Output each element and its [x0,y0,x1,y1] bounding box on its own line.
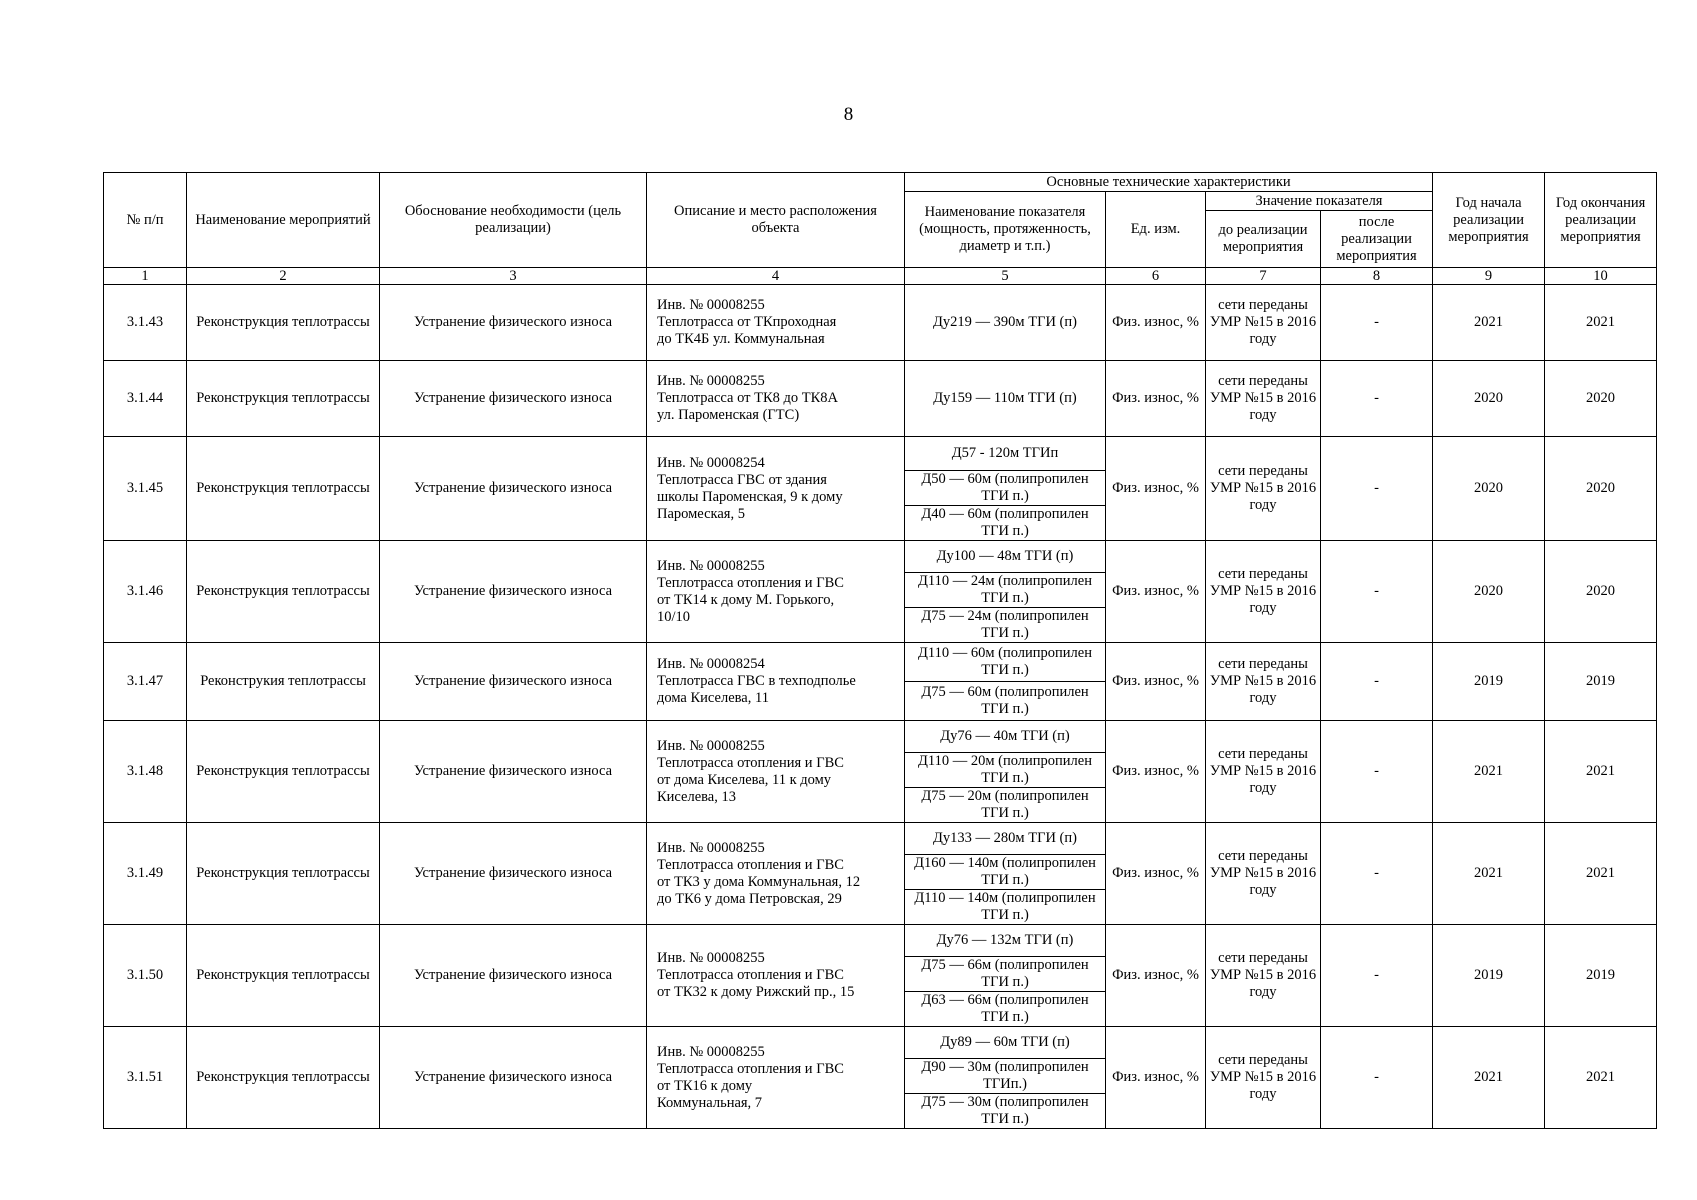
unit-of-measure: Физ. износ, % [1106,437,1206,541]
row-number: 3.1.50 [104,925,187,1027]
column-number: 4 [647,268,905,285]
indicator-value: Д75 — 30м (полипропилен ТГИ п.) [905,1094,1106,1129]
value-before: сети переданы УМР №15 в 2016 году [1206,541,1321,643]
table-row [104,1027,1657,1059]
object-description [647,541,905,643]
measure-reason: Устранение физического износа [380,541,647,643]
description-line: Теплотрасса от ТК8 до ТК8А [657,390,839,406]
value-after: - [1321,823,1433,925]
row-number: 3.1.43 [104,285,187,361]
object-description [647,437,905,541]
header-after: после реализации мероприятия [1321,211,1433,268]
unit-of-measure: Физ. износ, % [1106,541,1206,643]
description-line: Теплотрасса отопления и ГВС [657,574,844,591]
description-line: от дома Киселева, 11 к дому [657,771,832,788]
row-number: 3.1.46 [104,541,187,643]
description-line: Коммунальная, 7 [657,1094,763,1111]
indicator-value: Ду133 — 280м ТГИ (п) [905,823,1106,855]
measure-name: Реконструкция теплотрассы [187,925,380,1027]
table-row [104,285,1657,361]
header-unit: Ед. изм. [1106,192,1206,268]
unit-of-measure: Физ. износ, % [1106,823,1206,925]
description-line: Инв. № 00008255 [657,373,765,389]
description-line: Теплотрасса отопления и ГВС [657,1060,844,1077]
description-line: 10/10 [657,608,691,625]
object-description [647,643,905,721]
year-end: 2020 [1545,361,1657,437]
indicator-value: Д110 — 24м (полипропилен ТГИ п.) [905,573,1106,608]
indicator-value: Ду89 — 60м ТГИ (п) [905,1027,1106,1059]
row-number: 3.1.45 [104,437,187,541]
measure-reason: Устранение физического износа [380,823,647,925]
description-line: Теплотрасса отопления и ГВС [657,754,844,771]
object-description [647,925,905,1027]
table-row [104,643,1657,682]
year-end: 2019 [1545,643,1657,721]
object-description [647,1027,905,1129]
header-year-start: Год начала реализации мероприятия [1433,173,1545,268]
description-line: дома Киселева, 11 [657,690,769,706]
description-line: Киселева, 13 [657,788,736,805]
table-row [104,721,1657,753]
indicator-value: Д75 — 24м (полипропилен ТГИ п.) [905,608,1106,643]
description-line: Теплотрасса отопления и ГВС [657,856,844,873]
year-start: 2021 [1433,285,1545,361]
description-line: от ТК3 у дома Коммунальная, 12 [657,873,861,890]
table-body [104,285,1657,1129]
object-description [647,361,905,437]
value-before: сети переданы УМР №15 в 2016 году [1206,823,1321,925]
header-value: Значение показателя [1206,192,1433,211]
measure-reason: Устранение физического износа [380,643,647,721]
measure-name: Реконструкция теплотрассы [187,437,380,541]
indicator-value: Д75 — 20м (полипропилен ТГИ п.) [905,788,1106,823]
column-number: 2 [187,268,380,285]
value-after: - [1321,541,1433,643]
year-start: 2021 [1433,823,1545,925]
measure-name: Реконструкция теплотрассы [187,1027,380,1129]
indicator-value: Ду219 — 390м ТГИ (п) [905,285,1106,361]
column-number: 8 [1321,268,1433,285]
table-row [104,437,1657,471]
row-number: 3.1.49 [104,823,187,925]
indicator-value: Д63 — 66м (полипропилен ТГИ п.) [905,992,1106,1027]
indicator-value: Ду159 — 110м ТГИ (п) [905,361,1106,437]
unit-of-measure: Физ. износ, % [1106,1027,1206,1129]
value-before: сети переданы УМР №15 в 2016 году [1206,285,1321,361]
year-end: 2021 [1545,285,1657,361]
unit-of-measure: Физ. износ, % [1106,361,1206,437]
value-before: сети переданы УМР №15 в 2016 году [1206,925,1321,1027]
column-number: 1 [104,268,187,285]
unit-of-measure: Физ. износ, % [1106,721,1206,823]
table-row [104,925,1657,957]
value-before: сети переданы УМР №15 в 2016 году [1206,721,1321,823]
year-end: 2021 [1545,721,1657,823]
value-before: сети переданы УМР №15 в 2016 году [1206,361,1321,437]
value-before: сети переданы УМР №15 в 2016 году [1206,437,1321,541]
description-line: Инв. № 00008254 [657,656,765,672]
description-line: от ТК32 к дому Рижский пр., 15 [657,984,855,1000]
measure-name: Реконструкция теплотрассы [187,541,380,643]
year-end: 2019 [1545,925,1657,1027]
year-end: 2021 [1545,823,1657,925]
description-line: Инв. № 00008255 [657,950,765,966]
description-line: Инв. № 00008255 [657,557,765,574]
unit-of-measure: Физ. износ, % [1106,925,1206,1027]
unit-of-measure: Физ. износ, % [1106,643,1206,721]
indicator-value: Ду76 — 132м ТГИ (п) [905,925,1106,957]
table-row [104,541,1657,573]
value-after: - [1321,361,1433,437]
value-before: сети переданы УМР №15 в 2016 году [1206,643,1321,721]
measure-name: Реконструкия теплотрассы [187,643,380,721]
column-number: 9 [1433,268,1545,285]
measure-reason: Устранение физического износа [380,925,647,1027]
value-after: - [1321,925,1433,1027]
header-indicator: Наименование показателя (мощность, протяженность, диаметр и т.п.) [905,192,1106,268]
row-number: 3.1.44 [104,361,187,437]
header-year-end: Год окончания реализации мероприятия [1545,173,1657,268]
description-line: от ТК16 к дому [657,1077,753,1094]
unit-of-measure: Физ. износ, % [1106,285,1206,361]
year-start: 2020 [1433,541,1545,643]
indicator-value: Д57 - 120м ТГИп [905,437,1106,471]
column-number: 3 [380,268,647,285]
year-end: 2021 [1545,1027,1657,1129]
description-line: до ТК4Б ул. Коммунальная [657,331,825,347]
description-line: школы Пароменская, 9 к дому [657,488,843,505]
object-description [647,721,905,823]
year-start: 2020 [1433,361,1545,437]
indicator-value: Д110 — 60м (полипропилен ТГИ п.) [905,643,1106,682]
table-row [104,361,1657,437]
measure-name: Реконструкция теплотрассы [187,721,380,823]
indicator-value: Д110 — 140м (полипропилен ТГИ п.) [905,890,1106,925]
year-start: 2021 [1433,721,1545,823]
value-after: - [1321,437,1433,541]
measure-reason: Устранение физического износа [380,285,647,361]
table-header [104,173,1657,285]
row-number: 3.1.47 [104,643,187,721]
header-desc: Описание и место расположения объекта [647,173,905,268]
page-number: 8 [843,104,854,125]
description-line: Инв. № 00008255 [657,839,765,856]
measures-table [103,172,1657,1129]
column-number: 5 [905,268,1106,285]
indicator-value: Ду76 — 40м ТГИ (п) [905,721,1106,753]
object-description [647,285,905,361]
header-tech: Основные технические характеристики [905,173,1433,192]
value-after: - [1321,285,1433,361]
value-after: - [1321,721,1433,823]
year-start: 2019 [1433,925,1545,1027]
year-start: 2020 [1433,437,1545,541]
indicator-value: Ду100 — 48м ТГИ (п) [905,541,1106,573]
indicator-value: Д50 — 60м (полипропилен ТГИ п.) [905,471,1106,506]
row-number: 3.1.48 [104,721,187,823]
measure-name: Реконструкция теплотрассы [187,823,380,925]
description-line: до ТК6 у дома Петровская, 29 [657,890,842,907]
header-name: Наименование мероприятий [187,173,380,268]
indicator-value: Д75 — 66м (полипропилен ТГИ п.) [905,957,1106,992]
description-line: Инв. № 00008255 [657,297,765,313]
indicator-value: Д160 — 140м (полипропилен ТГИ п.) [905,855,1106,890]
description-line: Теплотрасса ГВС в техподполье [657,673,856,689]
year-end: 2020 [1545,437,1657,541]
description-line: от ТК14 к дому М. Горького, [657,591,835,608]
description-line: Паромеская, 5 [657,505,745,522]
indicator-value: Д90 — 30м (полипропилен ТГИп.) [905,1059,1106,1094]
description-line: Теплотрасса от ТКпроходная [657,314,837,330]
header-reason: Обоснование необходимости (цель реализации) [380,173,647,268]
value-after: - [1321,1027,1433,1129]
measure-name: Реконструкция теплотрассы [187,361,380,437]
measure-reason: Устранение физического износа [380,361,647,437]
table-row [104,823,1657,855]
object-description [647,823,905,925]
description-line: Теплотрасса ГВС от здания [657,471,827,488]
description-line: Теплотрасса отопления и ГВС [657,967,844,983]
value-before: сети переданы УМР №15 в 2016 году [1206,1027,1321,1129]
header-num: № п/п [104,173,187,268]
indicator-value: Д110 — 20м (полипропилен ТГИ п.) [905,753,1106,788]
column-number-row [104,268,1657,285]
measure-name: Реконструкция теплотрассы [187,285,380,361]
value-after: - [1321,643,1433,721]
header-before: до реализации мероприятия [1206,211,1321,268]
row-number: 3.1.51 [104,1027,187,1129]
description-line: Инв. № 00008254 [657,454,765,471]
column-number: 10 [1545,268,1657,285]
measure-reason: Устранение физического износа [380,437,647,541]
column-number: 7 [1206,268,1321,285]
indicator-value: Д40 — 60м (полипропилен ТГИ п.) [905,506,1106,541]
column-number: 6 [1106,268,1206,285]
indicator-value: Д75 — 60м (полипропилен ТГИ п.) [905,682,1106,721]
description-line: Инв. № 00008255 [657,1043,765,1060]
measure-reason: Устранение физического износа [380,1027,647,1129]
description-line: Инв. № 00008255 [657,737,765,754]
year-start: 2019 [1433,643,1545,721]
description-line: ул. Пароменская (ГТС) [657,407,800,423]
measure-reason: Устранение физического износа [380,721,647,823]
year-end: 2020 [1545,541,1657,643]
year-start: 2021 [1433,1027,1545,1129]
